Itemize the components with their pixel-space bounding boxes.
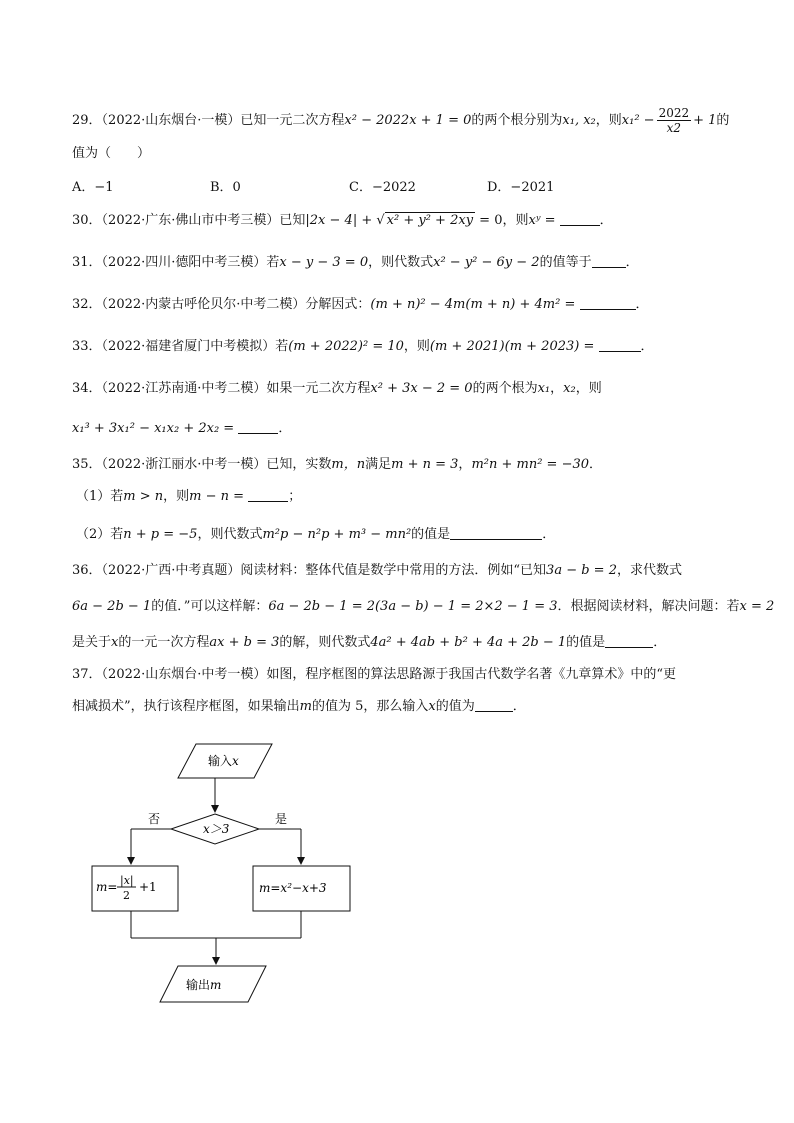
q37-line2: 相减损术”，执行该程序框图，如果输出m的值为 5，那么输入x的值为 ．	[72, 699, 526, 714]
q37-line1: 37．（2022·山东烟台·中考一模）如图，程序框图的算法思路源于我国古代数学名著《九章算术》中的“更	[72, 667, 677, 682]
q33-line: 33．（2022·福建省厦门中考模拟）若(m + 2022)² = 10，则(m + 2021)(m + 2023) = ．	[72, 339, 654, 354]
flow-decision-shape	[171, 814, 259, 844]
flow-left-prefix: m=	[96, 880, 118, 894]
q30-line: 30．（2022·广东·佛山市中考三模）已知|2x − 4| + √ x² + y² + 2xy = 0，则xʸ = ．	[72, 213, 613, 228]
q31-answer-blank	[592, 255, 626, 268]
q30-sqrt-sign: √	[376, 213, 385, 228]
flow-input-label: 输入x	[208, 754, 239, 768]
q32-answer-blank	[580, 297, 636, 310]
q34-line2: x₁³ + 3x₁² − x₁x₂ + 2x₂ = ．	[72, 421, 292, 436]
q29-line2: 值为（ ）	[72, 146, 151, 161]
q35-part2-blank	[450, 527, 542, 540]
q34-answer-blank	[238, 421, 278, 434]
flow-left-num: |x|	[120, 874, 134, 887]
flow-input-shape	[178, 744, 272, 778]
q30-abs: |2x − 4|	[305, 213, 358, 228]
flow-yes-label: 是	[275, 812, 288, 826]
flow-decision-label: x＞3	[203, 822, 230, 836]
q35-part2: （2）若n + p = −5，则代数式m²p − n²p + m³ − mn²的值是 ．	[76, 527, 556, 542]
flow-output-shape	[160, 966, 266, 1002]
flow-left-box	[92, 866, 178, 911]
q36-answer-blank	[605, 635, 653, 648]
flow-no-label: 否	[148, 812, 161, 826]
q29-fraction: $\frac{2022}{x2}$	[658, 106, 690, 135]
q30-answer-blank	[560, 213, 600, 226]
q29-option-d: D．−2021	[487, 180, 555, 195]
q29-option-c: C．−2022	[349, 180, 416, 195]
q29-option-b: B．0	[210, 180, 241, 195]
q32-line: 32．（2022·内蒙古呼伦贝尔·中考二模）分解因式：(m + n)² − 4m(m + n) + 4m² = ．	[72, 297, 649, 312]
flow-output-label: 输出m	[186, 978, 222, 992]
q30-target: xʸ =	[528, 213, 556, 228]
q35-part1-blank	[248, 489, 288, 502]
q34-line1: 34．（2022·江苏南通·中考二模）如果一元二次方程x² + 3x − 2 = 0的两个根为x₁，x₂，则	[72, 381, 602, 396]
q29-expr-a: x₁² −	[621, 113, 655, 128]
flow-left-suffix: +1	[139, 880, 157, 894]
q35-line1: 35．（2022·浙江丽水·中考一模）已知，实数m，n满足m + n = 3，m²n + mn² = −30．	[72, 457, 603, 472]
flow-right-box	[253, 866, 350, 911]
q37-answer-blank	[475, 699, 513, 712]
q29-expr-b: + 1	[693, 113, 717, 128]
flow-right-label: m=x²−x+3	[259, 881, 327, 895]
q29-line1: 29．（2022·山东烟台·一模）已知一元二次方程x² − 2022x + 1 = 0的两个根分别为x₁, x₂，则x₁² − $\frac{2022}{x2}$ + 1的	[72, 106, 730, 135]
q35-part1: （1）若m > n，则m − n = ；	[76, 489, 302, 504]
q36-line1: 36．（2022·广西·中考真题）阅读材料：整体代值是数学中常用的方法．例如“已知3a − b = 2，求代数式	[72, 563, 682, 578]
q29-equation: x² − 2022x + 1 = 0	[344, 113, 472, 128]
flow-left-den: 2	[123, 889, 130, 902]
q36-line3: 是关于x的一元一次方程ax + b = 3的解，则代数式4a² + 4ab + b² + 4a + 2b − 1的值是 ．	[72, 635, 667, 650]
q31-line: 31．（2022·四川·德阳中考三模）若x − y − 3 = 0，则代数式x² − y² − 6y − 2的值等于 ．	[72, 255, 639, 270]
q36-line2: 6a − 2b − 1的值．”可以这样解：6a − 2b − 1 = 2(3a − b) − 1 = 2×2 − 1 = 3．根据阅读材料，解决问题：若x = 2	[72, 599, 775, 614]
q33-answer-blank	[599, 339, 641, 352]
q30-sqrt: x² + y² + 2xy	[386, 213, 474, 228]
q29-option-a: A．−1	[72, 180, 114, 195]
q29-roots: x₁, x₂	[562, 113, 596, 128]
